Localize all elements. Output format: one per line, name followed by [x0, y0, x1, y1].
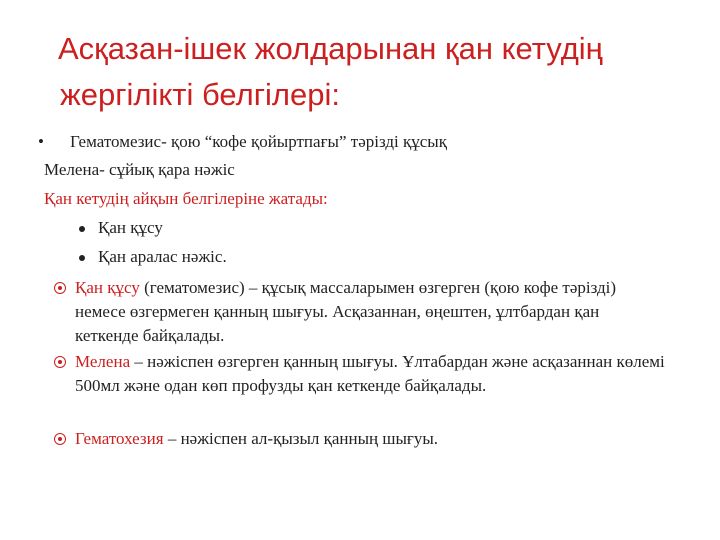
target-bullet-icon [54, 356, 66, 368]
item-melena [75, 350, 665, 398]
melena-line: Мелена- сұйық қара нәжіс [44, 160, 235, 179]
item-hematochezia [75, 427, 665, 451]
bullet-dot-icon [79, 226, 85, 232]
slide-title [58, 26, 698, 118]
bullet-mark: • [38, 132, 44, 151]
sub-item-stool: Қан аралас нәжіс. [98, 247, 227, 266]
title-line-1: Асқазан-ішек жолдарынан қан кетудің [58, 31, 603, 66]
target-bullet-icon [54, 433, 66, 445]
item-melena-term: Мелена [75, 352, 131, 371]
item-hematemesis-text: (гематомезис) – құсық массаларымен өзгерген (қою кофе тәрізді) немесе өзгермеген қанның шығуы. Асқазаннан, өңештен, ұлтбардан қан кеткенде байқалады. [75, 278, 617, 345]
sub-item-vomiting: Қан құсу [98, 218, 163, 237]
hematemesis-line: Гематомезис- қою “кофе қойыртпағы” тәрізді құсық [70, 132, 447, 151]
bullet-dot-icon [79, 255, 85, 261]
title-line-2: жергілікті белгілері: [60, 77, 340, 112]
item-hematochezia-term: Гематохезия [75, 429, 164, 448]
item-hematemesis [75, 276, 665, 348]
item-melena-text: – нәжіспен өзгерген қанның шығуы. Ұлтабардан және асқазаннан көлемі 500мл және одан көп профузды қан кеткенде байқалады. [75, 352, 665, 395]
item-hematochezia-text: – нәжіспен ал-қызыл қанның шығуы. [163, 429, 439, 448]
target-bullet-icon [54, 282, 66, 294]
signs-heading: Қан кетудің айқын белгілеріне жатады: [44, 189, 328, 208]
item-hematemesis-term: Қан құсу [75, 278, 140, 297]
